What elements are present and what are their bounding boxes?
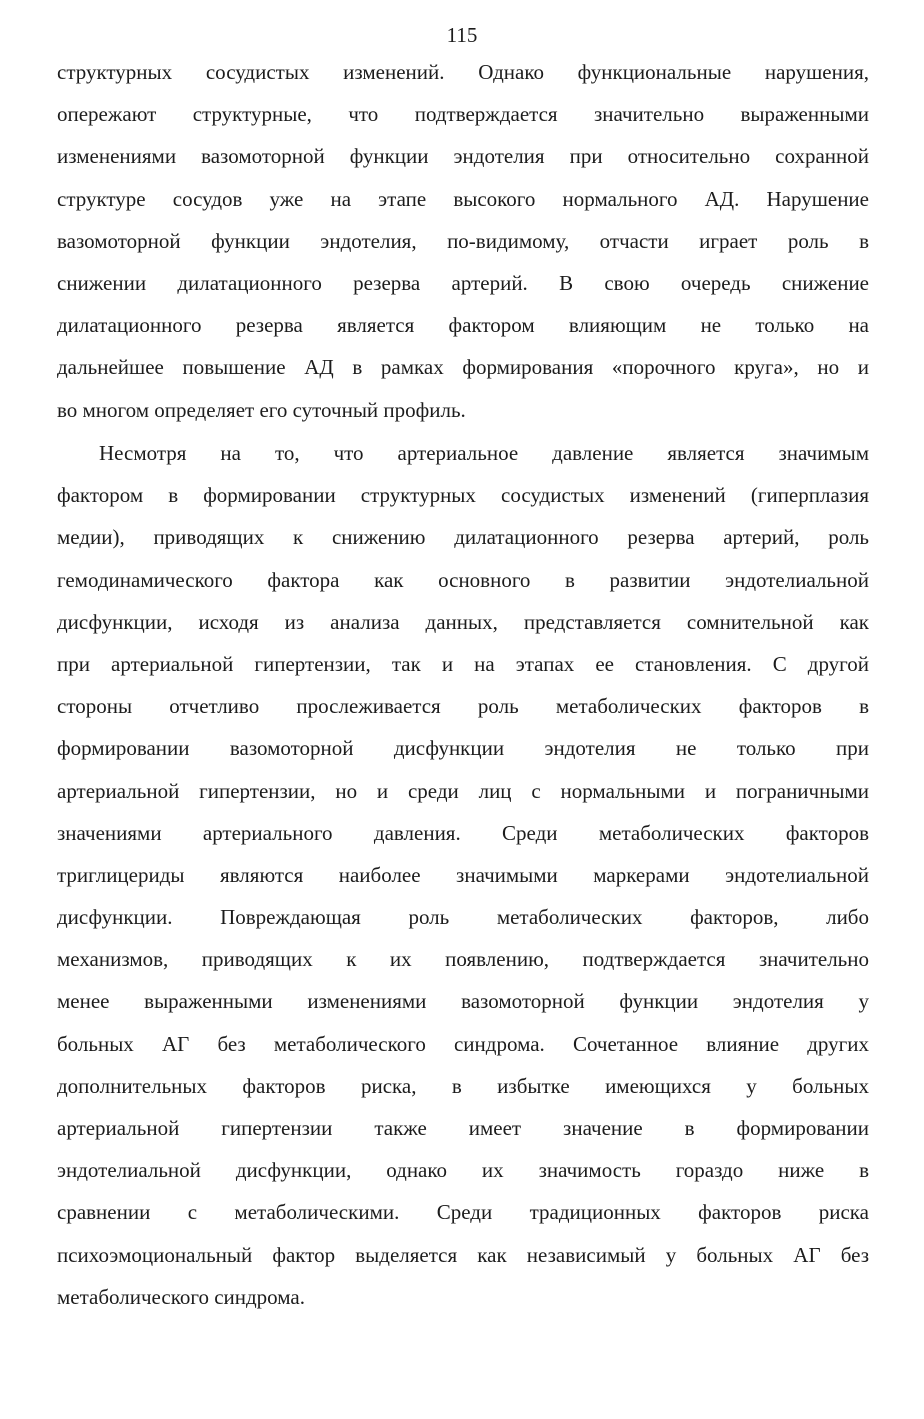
text-line: структурных сосудистых изменений. Однако функциональные нарушения, [57, 60, 869, 84]
text-line: фактором в формировании структурных сосудистых изменений (гиперплазия [57, 483, 869, 508]
text-line: артериальной гипертензии также имеет значение в формировании [57, 1116, 869, 1140]
text-line: эндотелиальной дисфункции, однако их значимость гораздо ниже в [57, 1158, 869, 1183]
text-line: дисфункции, исходя из анализа данных, представляется сомнительной как [57, 609, 869, 634]
paragraph-2 [57, 432, 869, 1318]
text-line: артериальной гипертензии, но и среди лиц с нормальными и пограничными [57, 778, 869, 803]
text-line: триглицериды являются наиболее значимыми маркерами эндотелиальной [57, 862, 869, 887]
text-line: медии), приводящих к снижению дилатационного резерва артерий, роль [57, 525, 869, 550]
text-line: сравнении с метаболическими. Среди традиционных факторов риска [57, 1200, 869, 1225]
text-line: дальнейшее повышение АД в рамках формирования «порочного круга», но и [57, 355, 869, 380]
text-line: структуре сосудов уже на этапе высокого нормального АД. Нарушение [57, 186, 869, 211]
text-line: при артериальной гипертензии, так и на этапах ее становления. С другой [57, 651, 869, 676]
text-line: дилатационного резерва является фактором влияющим не только на [57, 313, 869, 338]
text-line: менее выраженными изменениями вазомоторной функции эндотелия у [57, 989, 869, 1014]
paragraph-1 [57, 51, 869, 431]
text-line: метаболического синдрома. [57, 1284, 305, 1309]
text-line: больных АГ без метаболического синдрома. Сочетанное влияние других [57, 1031, 869, 1056]
text-line: вазомоторной функции эндотелия, по-видимому, отчасти играет роль в [57, 228, 869, 253]
text-line: значениями артериального давления. Среди метаболических факторов [57, 820, 869, 845]
text-line: во многом определяет его суточный профиль. [57, 397, 466, 422]
text-line: изменениями вазомоторной функции эндотелия при относительно сохранной [57, 144, 869, 169]
text-line: психоэмоциональный фактор выделяется как независимый у больных АГ без [57, 1242, 869, 1267]
text-line: Несмотря на то, что артериальное давление является значимым [99, 441, 869, 465]
text-line: формировании вазомоторной дисфункции эндотелия не только при [57, 736, 869, 761]
text-line: дополнительных факторов риска, в избытке имеющихся у больных [57, 1073, 869, 1098]
text-line: гемодинамического фактора как основного в развитии эндотелиальной [57, 567, 869, 592]
text-line: дисфункции. Повреждающая роль метаболических факторов, либо [57, 905, 869, 930]
text-line: стороны отчетливо прослеживается роль метаболических факторов в [57, 694, 869, 719]
text-line: механизмов, приводящих к их появлению, подтверждается значительно [57, 947, 869, 972]
text-line: опережают структурные, что подтверждается значительно выраженными [57, 102, 869, 127]
text-line: снижении дилатационного резерва артерий. В свою очередь снижение [57, 270, 869, 295]
page-number: 115 [446, 23, 478, 47]
